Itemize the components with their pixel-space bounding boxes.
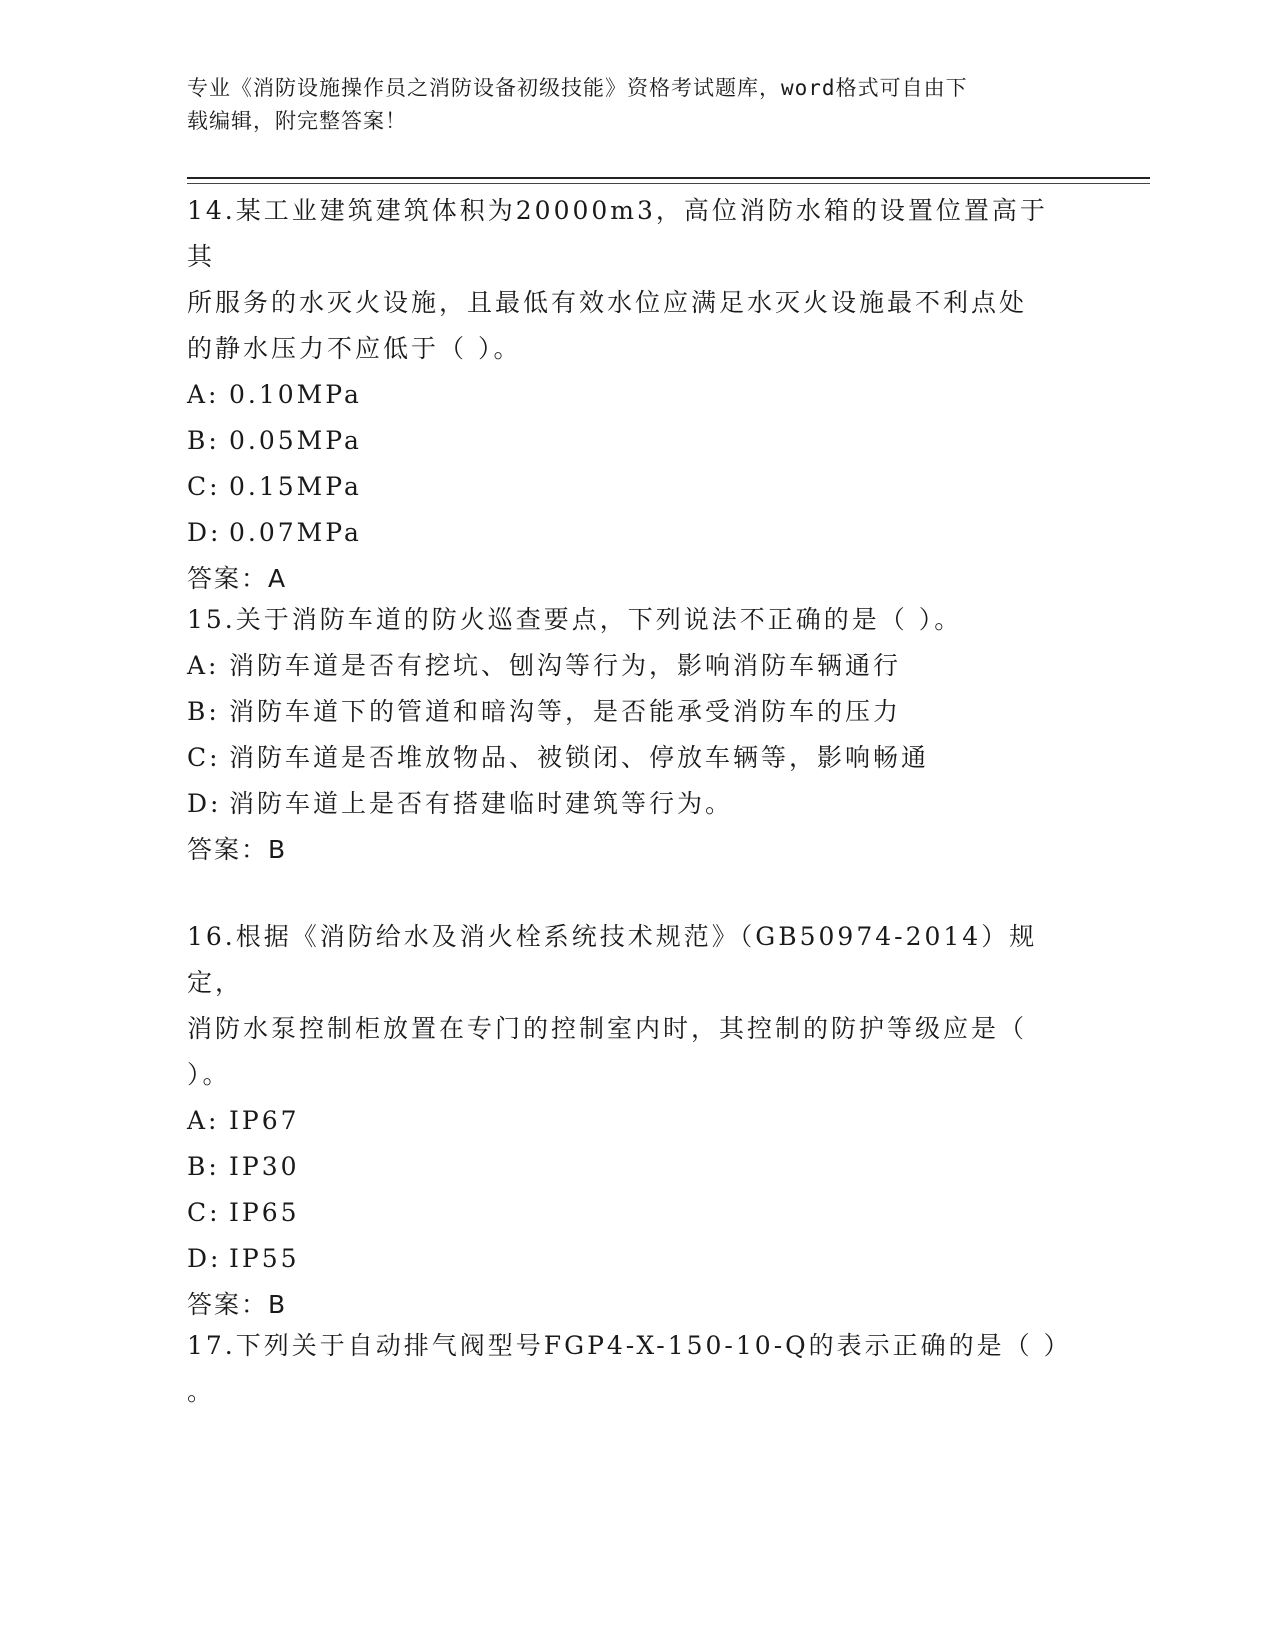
stem-line: 消防水泵控制柜放置在专门的控制室内时，其控制的防护等级应是（: [187, 1014, 1028, 1043]
option-c: [187, 735, 1067, 781]
option-d: [187, 510, 1067, 556]
option-label: C:: [187, 743, 221, 772]
header-line-1: 专业《消防设施操作员之消防设备初级技能》资格考试题库，word格式可自由下: [187, 76, 968, 100]
stem-line: 所服务的水灭火设施，且最低有效水位应满足水灭火设施最不利点处: [187, 288, 1028, 317]
stem-line: 15.关于消防车道的防火巡查要点，下列说法不正确的是（ ）。: [187, 605, 963, 634]
stem-line: 16.根据《消防给水及消火栓系统技术规范》（GB50974-2014）规定，: [187, 922, 1038, 997]
answer-line: 答案：B: [187, 835, 288, 864]
option-label: B:: [187, 1152, 220, 1181]
option-label: C:: [187, 1198, 221, 1227]
question-stem: [187, 597, 1067, 643]
option-label: D:: [187, 518, 222, 547]
option-text: 消防车道是否有挖坑、刨沟等行为，影响消防车辆通行: [229, 651, 902, 680]
option-label: C:: [187, 472, 221, 501]
option-text: 0.07MPa: [229, 518, 362, 547]
answer-line: 答案：B: [187, 1290, 288, 1319]
option-label: D:: [187, 1244, 222, 1273]
option-a: [187, 1098, 1067, 1144]
document-header: [187, 72, 1067, 138]
option-d: [187, 1236, 1067, 1282]
option-text: 0.10MPa: [229, 380, 362, 409]
question-15: [187, 597, 1067, 873]
option-text: 0.15MPa: [229, 472, 362, 501]
answer-line: 答案：A: [187, 564, 288, 593]
option-text: IP67: [229, 1106, 300, 1135]
option-a: [187, 643, 1067, 689]
question-16: [187, 914, 1067, 1328]
option-text: 消防车道上是否有搭建临时建筑等行为。: [229, 789, 734, 818]
option-text: IP55: [229, 1244, 300, 1273]
header-divider-thick: [187, 177, 1150, 179]
stem-line: ）。: [187, 1060, 231, 1089]
option-text: IP30: [229, 1152, 300, 1181]
option-label: A:: [187, 380, 220, 409]
question-17: [187, 1323, 1072, 1415]
option-label: B:: [187, 426, 220, 455]
option-b: [187, 689, 1067, 735]
question-14: [187, 188, 1067, 602]
question-stem: [187, 914, 1067, 1098]
option-text: 消防车道是否堆放物品、被锁闭、停放车辆等，影响畅通: [229, 743, 930, 772]
option-c: [187, 1190, 1067, 1236]
option-d: [187, 781, 1067, 827]
option-c: [187, 464, 1067, 510]
option-b: [187, 418, 1067, 464]
option-a: [187, 372, 1067, 418]
option-text: 消防车道下的管道和暗沟等，是否能承受消防车的压力: [229, 697, 902, 726]
option-text: IP65: [229, 1198, 300, 1227]
stem-line: 的静水压力不应低于（ ）。: [187, 334, 522, 363]
question-stem: [187, 1323, 1072, 1415]
question-stem: [187, 188, 1067, 372]
option-label: A:: [187, 1106, 220, 1135]
option-b: [187, 1144, 1067, 1190]
stem-line: 17.下列关于自动排气阀型号FGP4-X-150-10-Q的表示正确的是（ ）: [187, 1331, 1072, 1360]
option-text: 0.05MPa: [229, 426, 362, 455]
stem-line: 14.某工业建筑建筑体积为20000m3，高位消防水箱的设置位置高于其: [187, 196, 1048, 271]
header-line-2: 载编辑，附完整答案！: [187, 109, 407, 133]
stem-line: 。: [187, 1377, 216, 1406]
option-label: B:: [187, 697, 220, 726]
option-label: D:: [187, 789, 222, 818]
header-divider-thin: [187, 183, 1150, 184]
option-label: A:: [187, 651, 220, 680]
